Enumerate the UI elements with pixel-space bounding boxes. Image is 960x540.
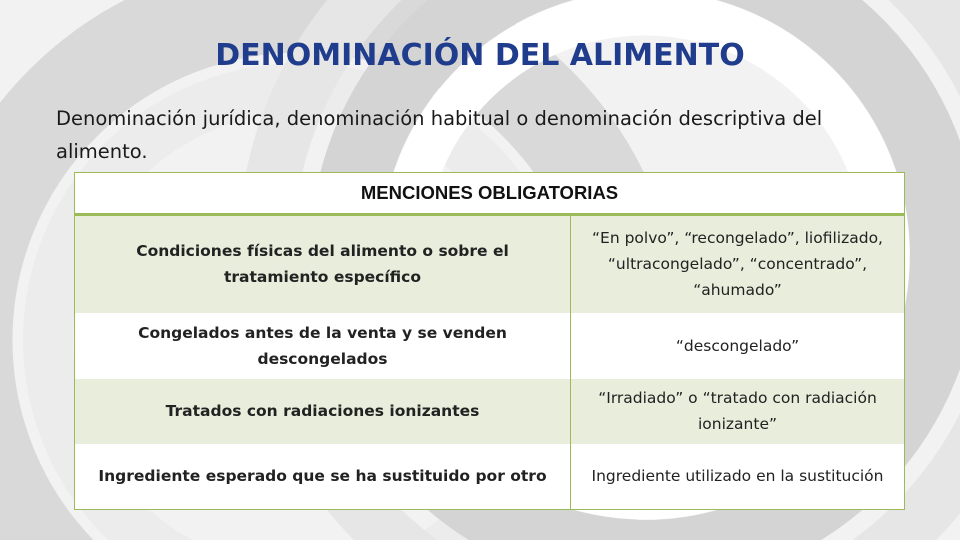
condition-cell: Ingrediente esperado que se ha sustituido por otro [75, 444, 571, 510]
condition-cell: Congelados antes de la venta y se venden descongelados [75, 313, 571, 379]
slide-title: DENOMINACIÓN DEL ALIMENTO [215, 38, 745, 73]
slide-subtitle: Denominación jurídica, denominación habitual o denominación descriptiva del alimento. [56, 107, 823, 163]
table-header: MENCIONES OBLIGATORIAS [75, 173, 905, 215]
mention-cell: “descongelado” [571, 313, 905, 379]
mention-cell: “En polvo”, “recongelado”, liofilizado, “ultracongelado”, “concentrado”, “ahumado” [571, 215, 905, 313]
mention-cell: Ingrediente utilizado en la sustitución [571, 444, 905, 510]
mention-cell: “Irradiado” o “tratado con radiación ionizante” [571, 379, 905, 444]
table-row [75, 444, 905, 510]
condition-cell: Condiciones físicas del alimento o sobre el tratamiento específico [75, 215, 571, 313]
table-row [75, 215, 905, 313]
menciones-table [74, 172, 905, 510]
condition-cell: Tratados con radiaciones ionizantes [75, 379, 571, 444]
table-row [75, 379, 905, 444]
table-row [75, 313, 905, 379]
